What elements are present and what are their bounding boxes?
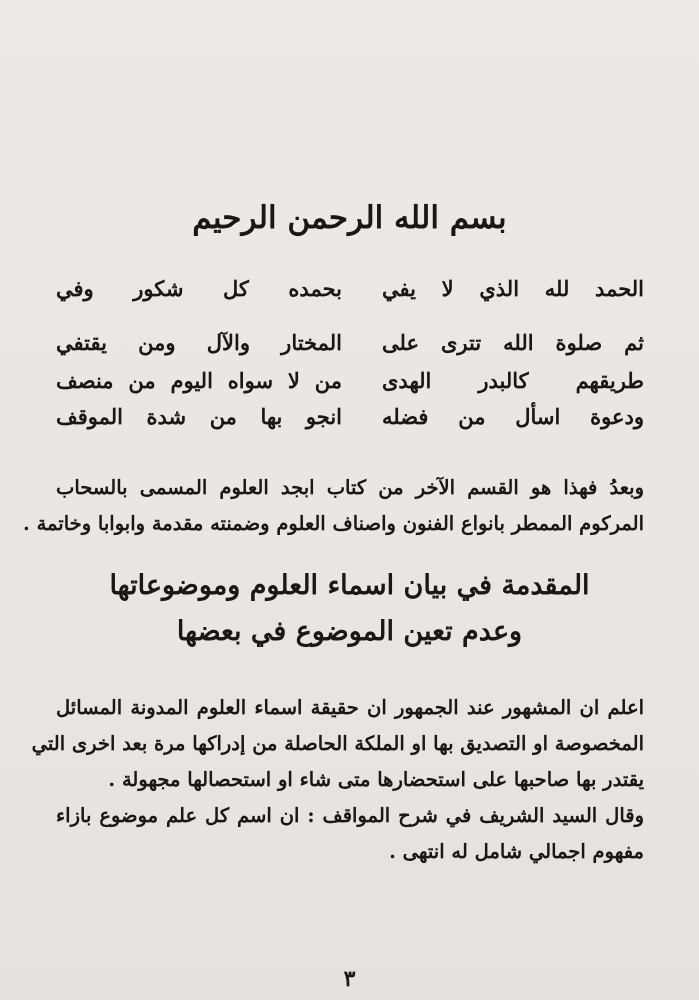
paragraph-line: وقال السيد الشريف في شرح المواقف : ان اسم كل علم موضوع بازاء bbox=[56, 804, 644, 827]
verse-second-hemistich: انجو بها من شدة الموقف bbox=[56, 404, 342, 429]
verse-first-hemistich: طريقهم كالبدر الهدى bbox=[382, 368, 644, 393]
verse-first-hemistich: الحمد لله الذي لا يفي bbox=[382, 276, 644, 301]
poem-verse bbox=[56, 368, 644, 408]
verse-first-hemistich: ثم صلوة الله تترى على bbox=[382, 330, 644, 355]
body-paragraph bbox=[31, 690, 644, 798]
verse-second-hemistich: المختار والآل ومن يقتفي bbox=[56, 330, 342, 355]
basmala-heading: بسم الله الرحمن الرحيم bbox=[192, 200, 507, 236]
page-number: ٣ bbox=[343, 966, 356, 992]
poem-verse bbox=[56, 330, 644, 370]
verse-second-hemistich: بحمده كل شكور وفي bbox=[56, 276, 342, 301]
paragraph-line: المركوم الممطر بانواع الفنون واصناف العلوم وضمنته مقدمة وابوابا وخاتمة . bbox=[23, 512, 644, 535]
section-heading-line: وعدم تعين الموضوع في بعضها bbox=[176, 616, 523, 647]
poem-verse bbox=[56, 276, 644, 316]
paragraph-line: اعلم ان المشهور عند الجمهور ان حقيقة اسماء العلوم المدونة المسائل bbox=[56, 696, 644, 719]
poem-verse bbox=[56, 404, 644, 444]
paragraph-line: يقتدر بها صاحبها على استحضارها متى شاء او استحصالها مجهولة . bbox=[108, 768, 644, 791]
paragraph-line: المخصوصة او التصديق بها او الملكة الحاصلة من إدراكها مرة بعد اخرى التي bbox=[31, 732, 644, 755]
intro-paragraph bbox=[23, 470, 644, 542]
verse-first-hemistich: ودعوة اسأل من فضله bbox=[382, 404, 644, 429]
paragraph-line: مفهوم اجمالي شامل له انتهى . bbox=[389, 840, 644, 863]
body-paragraph bbox=[56, 798, 644, 870]
section-heading-line: المقدمة في بيان اسماء العلوم وموضوعاتها bbox=[109, 570, 590, 601]
verse-second-hemistich: من لا سواه اليوم من منصف bbox=[56, 368, 342, 393]
paragraph-line: وبعدُ فهذا هو القسم الآخر من كتاب ابجد العلوم المسمى بالسحاب bbox=[56, 476, 644, 499]
